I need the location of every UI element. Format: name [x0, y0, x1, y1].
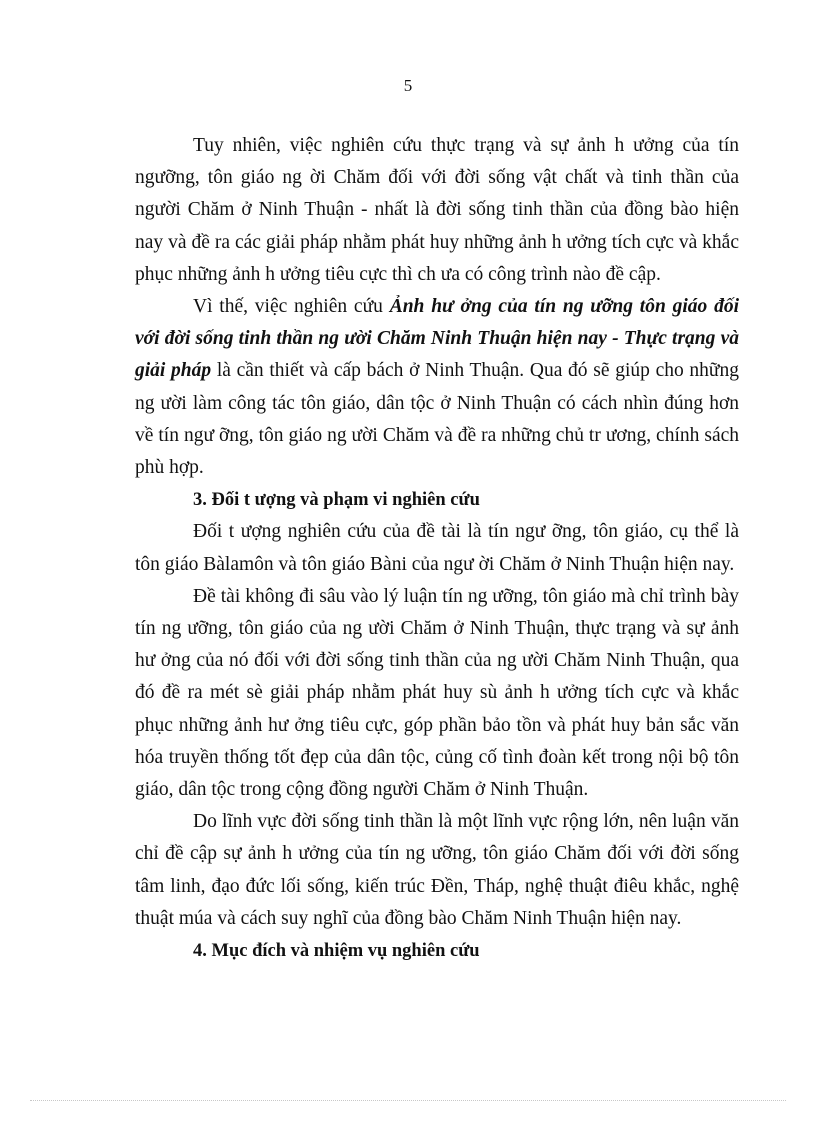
footer-divider	[30, 1100, 786, 1101]
paragraph: Do lĩnh vực đời sống tinh thần là một lĩnh vực rộng lớn, nên luận văn chỉ đề cập sự ảnh h ưởng của tín ng ưỡng, tôn giáo Chăm đối với đời sống tâm linh, đạo đức lối sống, kiến trúc Đền, Tháp, nghệ thuật điêu khắc, nghệ thuật múa và cách suy nghĩ của đồng bào Chăm Ninh Thuận hiện nay.	[135, 811, 739, 929]
page-number: 5	[403, 76, 413, 95]
section-heading-3: 3. Đối t ượng và phạm vi nghiên cứu	[193, 490, 480, 511]
text-run: Vì thế, việc nghiên cứu	[193, 296, 390, 318]
paragraph	[135, 291, 739, 484]
paragraph: Đối t ượng nghiên cứu của đề tài là tín ngư ỡng, tôn giáo, cụ thể là tôn giáo Bàlamôn và tôn giáo Bàni của ngư ời Chăm ở Ninh Thuận hiện nay.	[135, 521, 739, 575]
topic-title: Ảnh hư ởng của tín ng ưỡng tôn giáo đối với đời sống tinh thần ng ười Chăm Ninh Thuận hiện nay - Thực trạng và giải pháp	[135, 296, 739, 382]
paragraph: Đề tài không đi sâu vào lý luận tín ng ưỡng, tôn giáo mà chỉ trình bày tín ng ưỡng, tôn giáo của ng ười Chăm ở Ninh Thuận, thực trạng và sự ảnh hư ởng của nó đối với đời sống tinh thần của ng ười Chăm Ninh Thuận, qua đó đề ra mét sè giải pháp nhằm phát huy sù ảnh h ưởng tích cực và khắc phục những ảnh hư ởng tiêu cực, góp phần bảo tồn và phát huy bản sắc văn hóa truyền thống tốt đẹp của dân tộc, củng cố tình đoàn kết trong nội bộ tôn giáo, dân tộc trong cộng đồng người Chăm ở Ninh Thuận.	[135, 585, 739, 801]
paragraph: Tuy nhiên, việc nghiên cứu thực trạng và sự ảnh h ưởng của tín ngưỡng, tôn giáo ng ời Chăm đối với đời sống vật chất và tinh thần của người Chăm ở Ninh Thuận - nhất là đời sống tinh thần của đồng bào hiện nay và đề ra các giải pháp nhằm phát huy những ảnh h ưởng tích cực và khắc phục những ảnh h ưởng tiêu cực thì ch ưa có công trình nào đề cập.	[135, 135, 739, 285]
section-heading-4: 4. Mục đích và nhiệm vụ nghiên cứu	[193, 941, 480, 962]
text-run: là cần thiết và cấp bách ở Ninh Thuận. Qua đó sẽ giúp cho những ng ười làm công tác tôn giáo, dân tộc ở Ninh Thuận có cách nhìn đúng hơn về tín ngư ỡng, tôn giáo ng ười Chăm và đề ra những chủ tr ương, chính sách phù hợp.	[135, 360, 739, 479]
body-text	[135, 130, 739, 967]
